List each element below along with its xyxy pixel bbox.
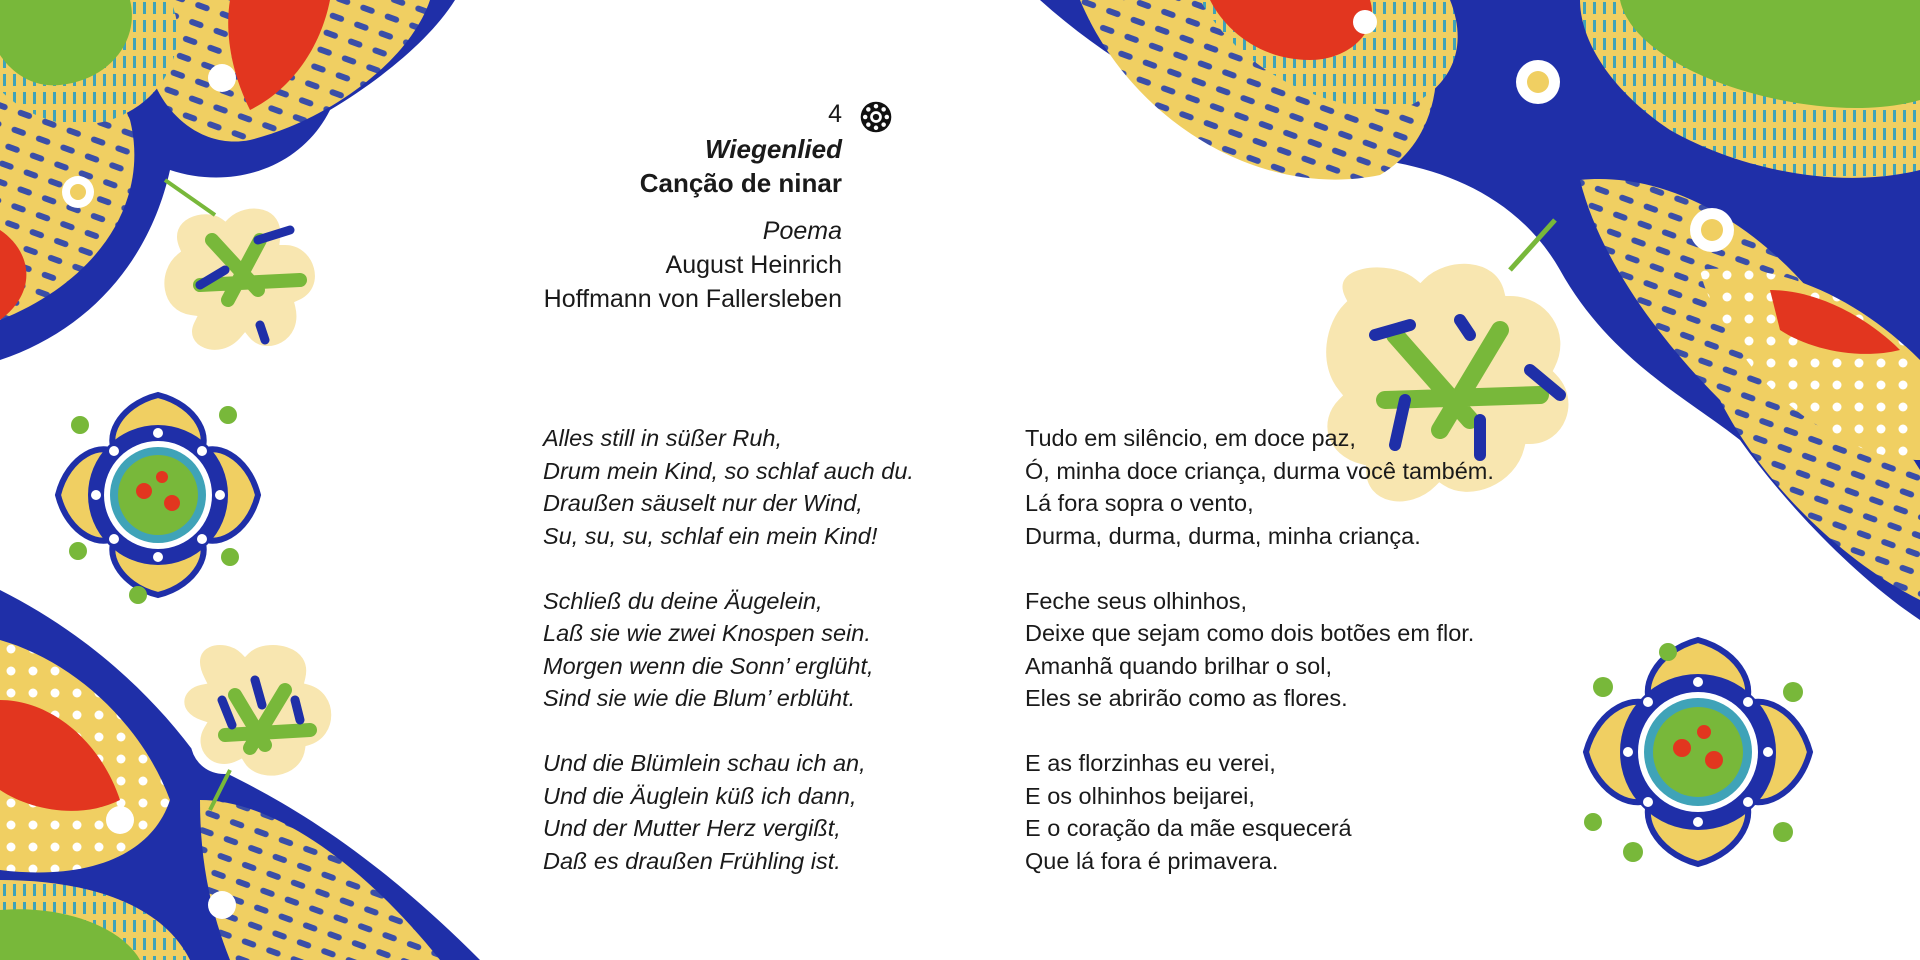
lyric-line: Que lá fora é primavera. [1025, 847, 1279, 874]
song-title-portuguese: Canção de ninar [639, 168, 842, 198]
lyric-line: Draußen säuselt nur der Wind, [543, 490, 863, 516]
song-number: 4 [828, 100, 842, 128]
lyric-line: Sind sie wie die Blum’ erblüht. [543, 685, 856, 711]
lyric-line: E o coração da mãe esquecerá [1025, 815, 1352, 841]
song-header [322, 98, 842, 316]
lyric-line: Und der Mutter Herz vergißt, [543, 815, 841, 841]
stanza-de-2 [543, 585, 914, 715]
lyric-line: Lá fora sopra o vento, [1025, 490, 1254, 516]
lyric-line: Amanhã quando brilhar o sol, [1025, 652, 1333, 679]
lyric-line: Feche seus olhinhos, [1025, 587, 1248, 614]
lyric-line: Eles se abrirão como as flores. [1025, 685, 1348, 711]
lyric-line: E as florzinhas eu verei, [1025, 750, 1276, 776]
lyric-line: Deixe que sejam como dois botões em flor. [1025, 620, 1475, 646]
credit-label: Poema [762, 217, 842, 245]
lyric-line: Laß sie wie zwei Knospen sein. [543, 620, 871, 646]
lyric-line: Daß es draußen Frühling ist. [543, 847, 841, 874]
stanza-de-3 [543, 747, 914, 877]
left-cream-flower-top [159, 180, 320, 355]
lyric-line: Durma, durma, durma, minha criança. [1025, 522, 1421, 549]
stanza-pt-1 [1025, 422, 1494, 552]
stanza-de-1 [543, 422, 914, 552]
lyric-line: E os olhinhos beijarei, [1025, 782, 1255, 809]
lyric-line: Drum mein Kind, so schlaf auch du. [543, 457, 914, 484]
lyric-line: Und die Blümlein schau ich an, [543, 750, 866, 776]
lyric-line: Schließ du deine Äugelein, [543, 587, 823, 614]
author-line-1: August Heinrich [665, 251, 842, 279]
right-mandala [1584, 640, 1810, 864]
author-line-2: Hoffmann von Fallersleben [543, 285, 842, 313]
rosette-emblem-icon [858, 99, 894, 135]
left-mandala [58, 395, 258, 604]
lyrics-portuguese [1025, 422, 1494, 910]
lyric-line: Ó, minha doce criança, durma você também. [1025, 457, 1494, 484]
stanza-pt-3 [1025, 747, 1494, 877]
stanza-pt-2 [1025, 585, 1494, 715]
lyric-line: Morgen wenn die Sonn’ erglüht, [543, 652, 874, 679]
song-title-german: Wiegenlied [704, 134, 842, 164]
lyric-line: Tudo em silêncio, em doce paz, [1025, 425, 1356, 451]
lyric-line: Und die Äuglein küß ich dann, [543, 782, 857, 809]
lyric-line: Su, su, su, schlaf ein mein Kind! [543, 522, 878, 549]
lyrics-german [543, 422, 914, 910]
lyric-line: Alles still in süßer Ruh, [543, 425, 782, 451]
